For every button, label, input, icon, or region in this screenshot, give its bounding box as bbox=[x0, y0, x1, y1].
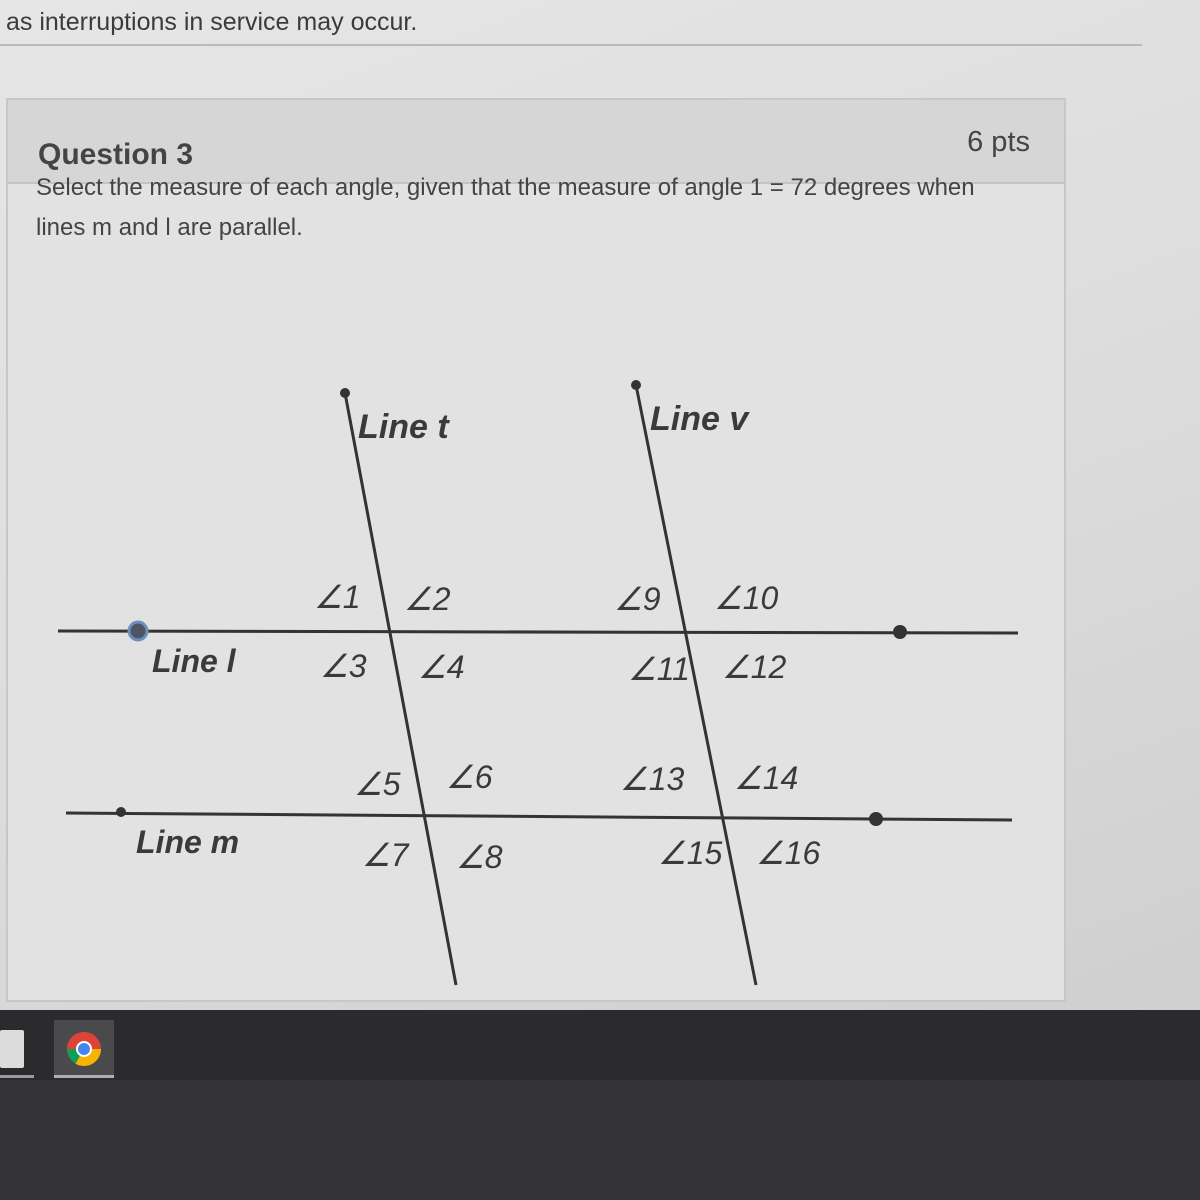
angle-10-label: ∠10 bbox=[714, 580, 779, 616]
chrome-taskbar-button[interactable] bbox=[54, 1020, 114, 1078]
line-t-top-point bbox=[340, 388, 350, 398]
angle-15-label: ∠15 bbox=[658, 835, 723, 871]
line-l-label: Line l bbox=[152, 643, 236, 679]
line-m-right-point bbox=[869, 812, 883, 826]
line-v-label: Line v bbox=[650, 400, 749, 438]
monitor-bezel bbox=[0, 1080, 1200, 1200]
angle-7-label: ∠7 bbox=[362, 837, 409, 873]
angle-11-label: ∠11 bbox=[628, 651, 690, 687]
angle-3-label: ∠3 bbox=[320, 648, 367, 684]
angle-13-label: ∠13 bbox=[620, 761, 685, 797]
service-note: as interruptions in service may occur. bbox=[6, 8, 418, 36]
question-title: Question 3 bbox=[38, 138, 194, 171]
line-l-left-point bbox=[129, 622, 147, 640]
line-l-right-point bbox=[893, 625, 907, 639]
angle-5-label: ∠5 bbox=[354, 766, 401, 802]
line-l bbox=[58, 631, 1018, 633]
angle-9-label: ∠9 bbox=[614, 581, 661, 617]
angle-6-label: ∠6 bbox=[446, 759, 493, 795]
line-m-left-point bbox=[116, 807, 126, 817]
question-points: 6 pts bbox=[967, 126, 1030, 158]
chrome-active-indicator bbox=[54, 1075, 114, 1078]
line-v-top-point bbox=[631, 380, 641, 390]
question-prompt: Select the measure of each angle, given that the measure of angle 1 = 72 degrees when lines m and l are parallel. bbox=[36, 174, 975, 241]
angle-2-label: ∠2 bbox=[404, 581, 451, 617]
file-icon-active-indicator bbox=[0, 1075, 34, 1078]
line-t-label: Line t bbox=[358, 408, 449, 446]
line-t bbox=[345, 393, 456, 985]
angle-14-label: ∠14 bbox=[734, 760, 799, 796]
line-m-label: Line m bbox=[136, 824, 240, 860]
angle-4-label: ∠4 bbox=[418, 649, 465, 685]
angle-8-label: ∠8 bbox=[456, 839, 503, 875]
angle-1-label: ∠1 bbox=[314, 579, 361, 615]
file-icon[interactable] bbox=[0, 1030, 24, 1068]
angle-16-label: ∠16 bbox=[756, 835, 821, 871]
chrome-icon bbox=[54, 1020, 114, 1078]
taskbar bbox=[0, 1010, 1200, 1080]
angle-12-label: ∠12 bbox=[722, 649, 787, 685]
